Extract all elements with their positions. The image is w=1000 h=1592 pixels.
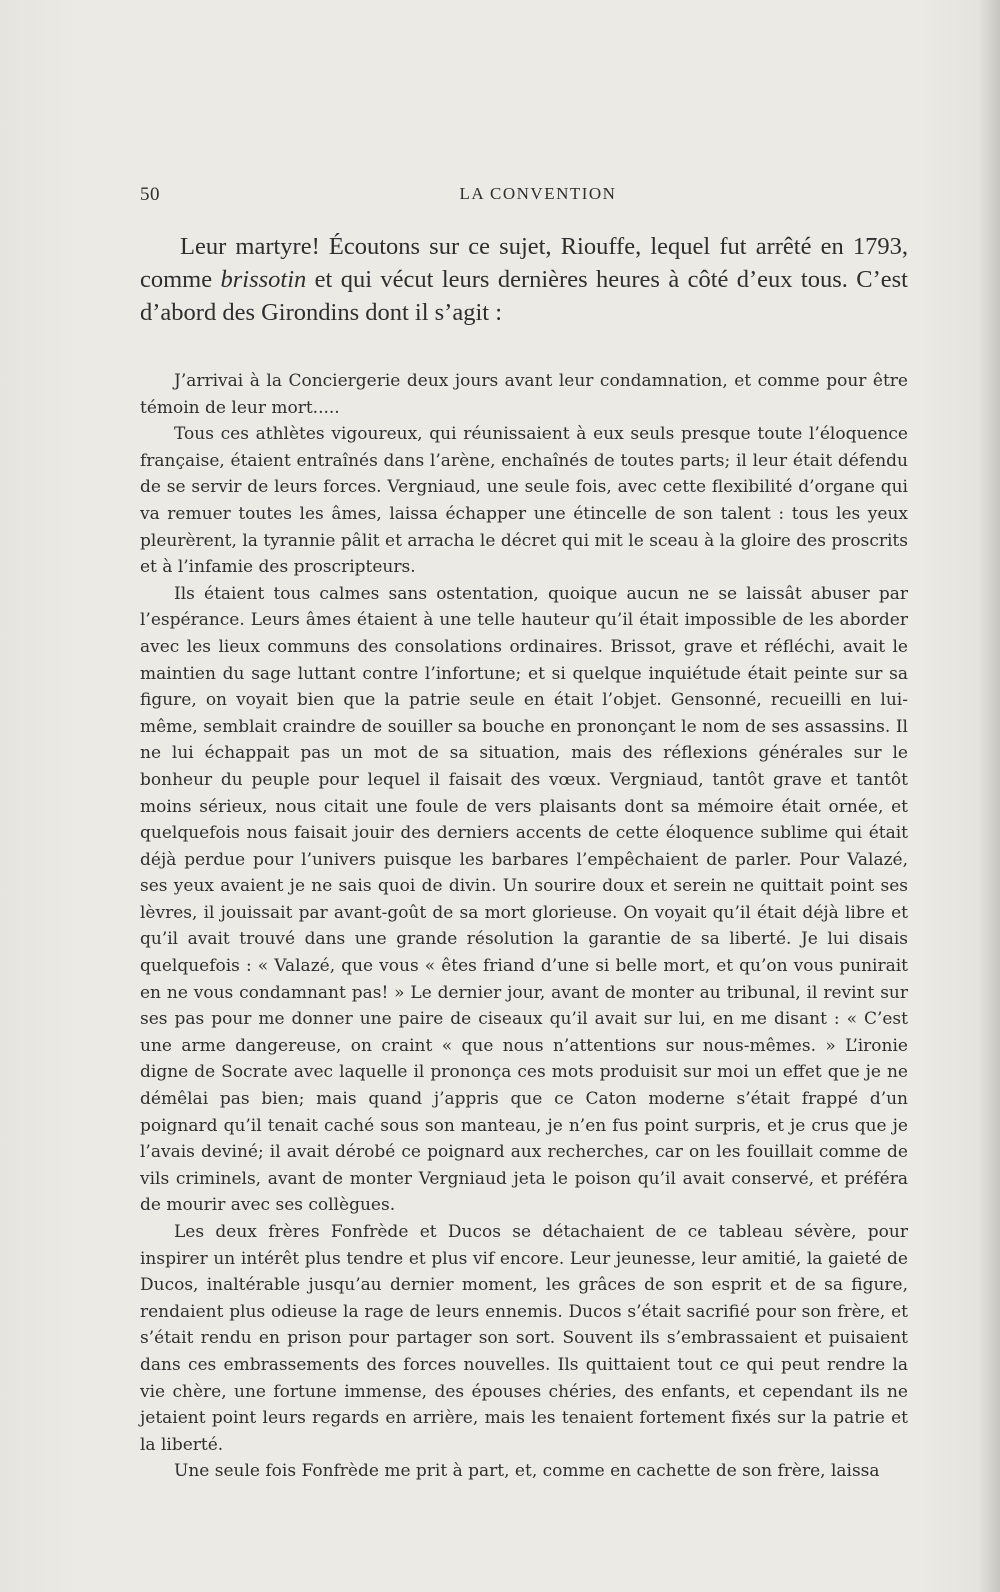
quote-paragraph: Tous ces athlètes vigoureux, qui réunissaient à eux seuls presque toute l’éloquence française, étaient entraînés dans l’arène, enchaînés de toutes parts; il leur était défendu de se servir de leurs forces. Vergniaud, une seule fois, avec cette flexibilité d’organe qui va remuer toutes les âmes, laissa échapper une étincelle de son talent : tous les yeux pleurèrent, la tyrannie pâlit et arracha le décret qui mit le sceau à la gloire des proscrits et à l’infamie des proscripteurs. <box>140 424 908 578</box>
intro-italic-term: brissotin <box>220 266 307 293</box>
quote-paragraph: J’arrivai à la Conciergerie deux jours avant leur condamnation, et comme pour être témoin de leur mort..... <box>140 371 908 418</box>
page-number: 50 <box>140 184 160 205</box>
quote-paragraph: Ils étaient tous calmes sans ostentation, quoique aucun ne se laissât abuser par l’espérance. Leurs âmes étaient à une telle hauteur qu’il était impossible de les aborder avec les lieux communs des consolations ordinaires. Brissot, grave et réfléchi, avait le maintien du sage luttant contre l’infortune; et si quelque inquiétude était peinte sur sa figure, on voyait bien que la patrie seule en était l’objet. Gensonné, recueilli en lui-même, semblait craindre de souiller sa bouche en prononçant le nom de ses assassins. Il ne lui échappait pas un mot de sa situation, mais des réflexions générales sur le bonheur du peuple pour lequel il faisait des vœux. Vergniaud, tantôt grave et tantôt moins sérieux, nous citait une foule de vers plaisants dont sa mémoire était ornée, et quelquefois nous faisait jouir des derniers accents de cette éloquence sublime qui était déjà perdue pour l’univers puisque les barbares l’empêchaient de parler. Pour Valazé, ses yeux avaient je ne sais quoi de divin. Un sourire doux et serein ne quittait point ses lèvres, il jouissait par avant-goût de sa mort glorieuse. On voyait qu’il était déjà libre et qu’il avait trouvé dans une grande résolution la garantie de sa liberté. Je lui disais quelquefois : « Valazé, que vous « êtes friand d’une si belle mort, et qu’on vous punirait en ne vous condamnant pas! » Le dernier jour, avant de monter au tribunal, il revint sur ses pas pour me donner une paire de ciseaux qu’il avait sur lui, en me disant : « C’est une arme dangereuse, on craint « que nous n’attentions sur nous-mêmes. » L’ironie digne de Socrate avec laquelle il prononça ces mots produisit sur moi un effet que je ne démêlai pas bien; mais quand j’appris que ce Caton moderne s’était frappé d’un poignard qu’il tenait caché sous son manteau, je n’en fus point surpris, et je crus que je l’avais deviné; il avait dérobé ce poignard aux recherches, car on les fouillait comme de vils criminels, avant de monter Vergniaud jeta le poison qu’il avait conservé, et préféra de mourir avec ses collègues. <box>140 583 908 1216</box>
quote-paragraph: Une seule fois Fonfrède me prit à part, et, comme en cachette de son frère, laissa <box>174 1461 880 1482</box>
page-edge-shadow <box>978 0 1000 1592</box>
running-title: LA CONVENTION <box>459 184 617 203</box>
page-header <box>138 184 908 212</box>
quoted-passage <box>140 368 908 1485</box>
intro-text-end: et qui vécut leurs dernières heures à côté d’eux tous. C’est d’abord des Girondins dont il s’agit : <box>140 266 908 326</box>
intro-paragraph <box>140 230 908 329</box>
intro-text-start: Leur martyre! Écoutons sur ce sujet, Riouffe, lequel fut arrêté en 1793, comme <box>140 233 908 293</box>
quote-paragraph: Les deux frères Fonfrède et Ducos se détachaient de ce tableau sévère, pour inspirer un intérêt plus tendre et plus vif encore. Leur jeunesse, leur amitié, la gaieté de Ducos, inaltérable jusqu’au dernier moment, les grâces de son esprit et de sa figure, rendaient plus odieuse la rage de leurs ennemis. Ducos s’était sacrifié pour son frère, et s’était rendu en prison pour partager son sort. Souvent ils s’embrassaient et puisaient dans ces embrassements des forces nouvelles. Ils quittaient tout ce qui peut rendre la vie chère, une fortune immense, des épouses chéries, des enfants, et cependant ils ne jetaient point leurs regards en arrière, mais les tenaient fortement fixés sur la patrie et la liberté. <box>140 1222 908 1455</box>
